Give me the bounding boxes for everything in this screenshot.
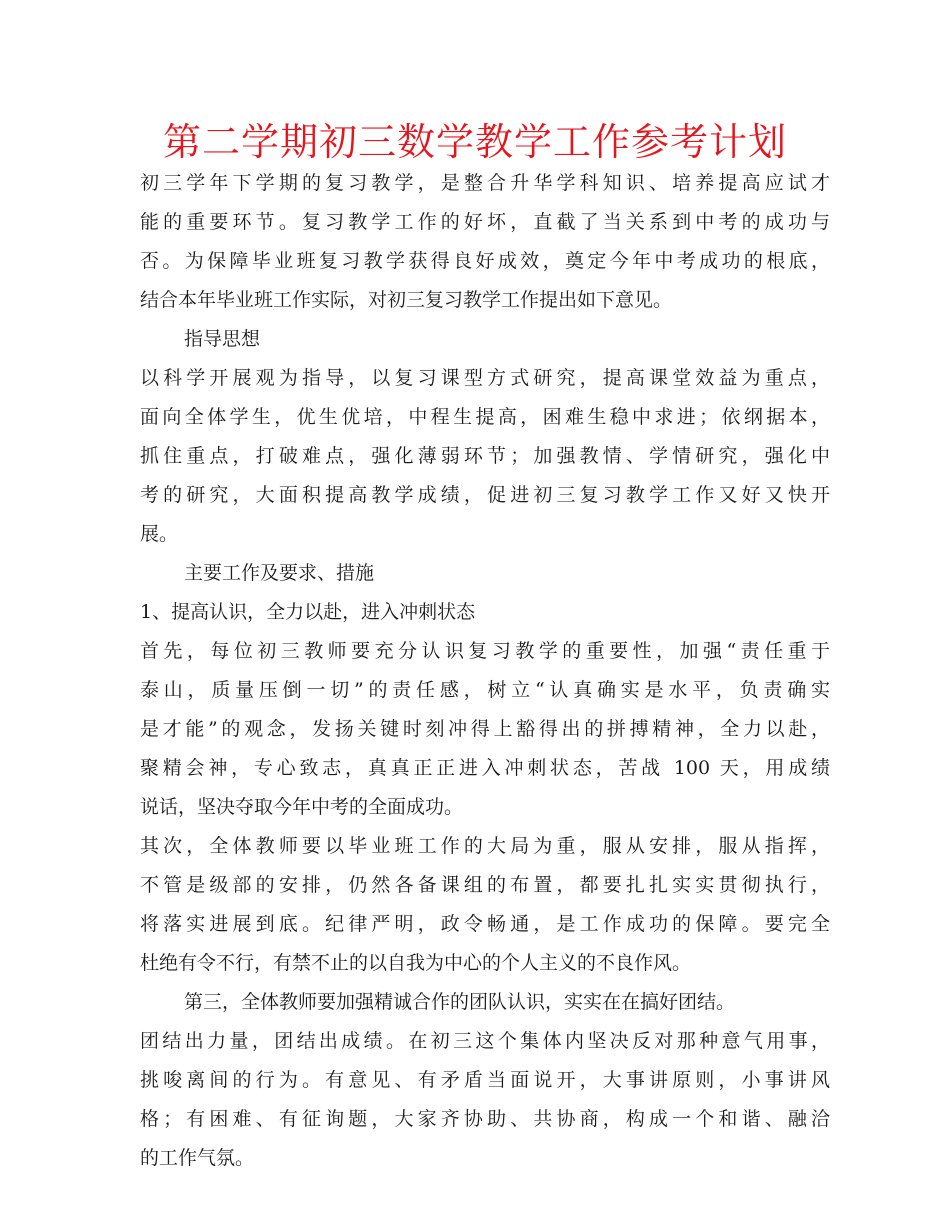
text-line: 聚精会神，专心致志，真真正正进入冲刺状态，苦战 100 天，用成绩 [140, 757, 830, 779]
text-line: 考的研究，大面积提高教学成绩，促进初三复习教学工作又好又快开 [140, 484, 830, 506]
text-line: 挑唆离间的行为。有意见、有矛盾当面说开，大事讲原则，小事讲风 [140, 1069, 830, 1091]
document-title: 第二学期初三数学教学工作参考计划 [162, 120, 787, 164]
document-body [140, 164, 830, 1178]
text-line: 将落实进展到底。纪律严明，政令畅通，是工作成功的保障。要完全 [140, 913, 830, 935]
subsection-heading: 1、提高认识，全力以赴，进入冲刺状态 [140, 601, 476, 623]
text-line: 首先，每位初三教师要充分认识复习教学的重要性，加强“责任重于 [140, 640, 830, 662]
text-line: 不管是级部的安排，仍然各备课组的布置，都要扎扎实实贯彻执行， [140, 874, 830, 896]
text-line: 以科学开展观为指导，以复习课型方式研究，提高课堂效益为重点， [140, 367, 830, 389]
text-line: 杜绝有令不行，有禁不止的以自我为中心的个人主义的不良作风。 [140, 952, 692, 974]
text-line: 结合本年毕业班工作实际，对初三复习教学工作提出如下意见。 [140, 289, 673, 311]
text-line: 初三学年下学期的复习教学，是整合升华学科知识、培养提高应试才 [140, 172, 830, 194]
text-line: 是才能”的观念，发扬关键时刻冲得上豁得出的拼搏精神，全力以赴， [140, 718, 830, 740]
text-line: 抓住重点，打破难点，强化薄弱环节；加强教情、学情研究，强化中 [140, 445, 830, 467]
section-heading: 指导思想 [184, 328, 261, 350]
text-line: 格；有困难、有征询题，大家齐协助、共协商，构成一个和谐、融洽 [140, 1108, 830, 1130]
text-line: 说话，坚决夺取今年中考的全面成功。 [140, 796, 464, 818]
text-line: 能的重要环节。复习教学工作的好坏，直截了当关系到中考的成功与 [140, 211, 830, 233]
text-line: 第三，全体教师要加强精诚合作的团队认识，实实在在搞好团结。 [184, 991, 736, 1013]
section-heading: 主要工作及要求、措施 [184, 562, 375, 584]
text-line: 的工作气氛。 [140, 1147, 255, 1169]
text-line: 其次，全体教师要以毕业班工作的大局为重，服从安排，服从指挥， [140, 835, 830, 857]
text-line: 否。为保障毕业班复习教学获得良好成效，奠定今年中考成功的根底， [140, 250, 830, 272]
text-line: 泰山，质量压倒一切”的责任感，树立“认真确实是水平，负责确实 [140, 679, 830, 701]
text-line: 面向全体学生，优生优培，中程生提高，困难生稳中求进；依纲据本， [140, 406, 830, 428]
text-line: 团结出力量，团结出成绩。在初三这个集体内坚决反对那种意气用事， [140, 1030, 830, 1052]
text-line: 展。 [140, 523, 179, 545]
